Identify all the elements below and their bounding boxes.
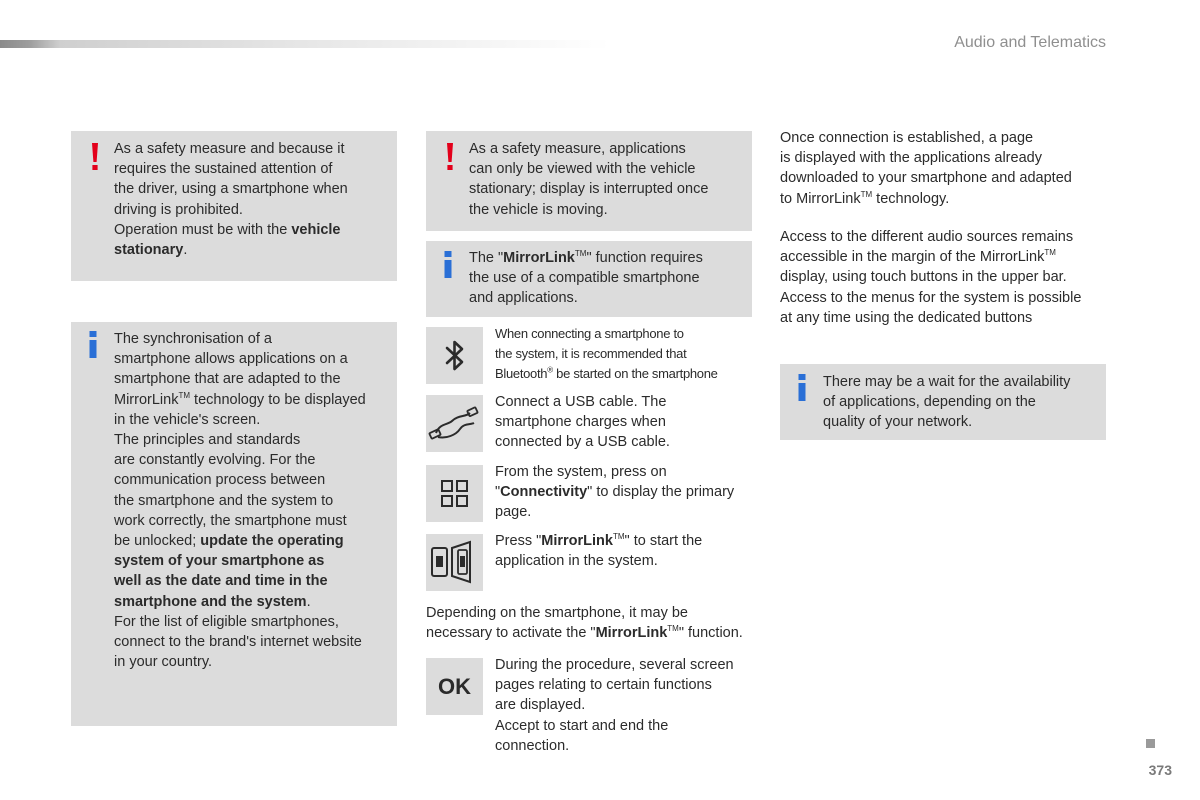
header-gradient-bar (0, 40, 610, 48)
connectivity-step-text: From the system, press on "Connectivity" to display the primary page. (495, 464, 735, 521)
bluetooth-step-icon (426, 327, 483, 384)
activation-note: Depending on the smartphone, it may be necessary to activate the "MirrorLink™" function. (426, 605, 743, 642)
right-info-text: There may be a wait for the availability of applications, depending on the quality of your network. (823, 374, 1071, 431)
ok-label: OK (438, 673, 471, 699)
grid-icon (426, 465, 483, 522)
mirrorlink-step-icon (426, 534, 483, 591)
mirrorlink-step-text: Press "MirrorLink™" to start the application in the system. (495, 532, 703, 570)
exclamation-icon (88, 142, 102, 172)
bluetooth-step-text: When connecting a smartphone to the system, it is recommended that Bluetooth® be started on the smartphone (495, 326, 718, 381)
page-marker (1146, 739, 1155, 748)
info-icon (443, 251, 453, 279)
phone-mirror-icon (426, 534, 483, 591)
middle-warning-text: As a safety measure, applications can only be viewed with the vehicle stationary; display is interrupted once the vehicle is moving. (469, 141, 709, 218)
usb-step-text: Connect a USB cable. The smartphone charges when connected by a USB cable. (495, 394, 670, 451)
usb-cable-icon (426, 395, 483, 452)
left-info-text: The synchronisation of a smartphone allows applications on a smartphone that are adapted to the MirrorLink™ technology to be displayed in the vehicle's screen. The principles and standards are constantly evolving. For the communication process between the smartphone and the system to work correctly, the smartphone must be unlocked; update the operating system of your smartphone as well as the date and time in the smartphone and the system. For the list of eligible smartphones, connect to the brand's internet website in your country. (114, 331, 366, 671)
section-title: Audio and Telematics (954, 34, 1106, 51)
connectivity-step-icon (426, 465, 483, 522)
info-icon (797, 374, 807, 402)
ok-step-text: During the procedure, several screen pages relating to certain functions are displayed. Accept to start and end the connection. (495, 657, 734, 754)
usb-step-icon (426, 395, 483, 452)
page-number: 373 (1148, 762, 1172, 778)
ok-step-icon (426, 658, 483, 715)
info-icon (88, 331, 98, 359)
middle-info-text: The "MirrorLink™" function requires the use of a compatible smartphone and applications. (469, 249, 703, 307)
connection-established-paragraph: Once connection is established, a page is displayed with the applications already downloaded to your smartphone and adapted to MirrorLink™ technology. (780, 130, 1072, 207)
exclamation-icon (443, 142, 457, 172)
audio-sources-paragraph: Access to the different audio sources remains accessible in the margin of the MirrorLink™ display, using touch buttons in the upper bar. Access to the menus for the system is possible at any time using the dedicated buttons (780, 229, 1082, 326)
bluetooth-icon (426, 327, 483, 384)
left-warning-text: As a safety measure and because it requires the sustained attention of the driver, using a smartphone when driving is prohibited. Operation must be with the vehicle stationary. (114, 141, 348, 259)
